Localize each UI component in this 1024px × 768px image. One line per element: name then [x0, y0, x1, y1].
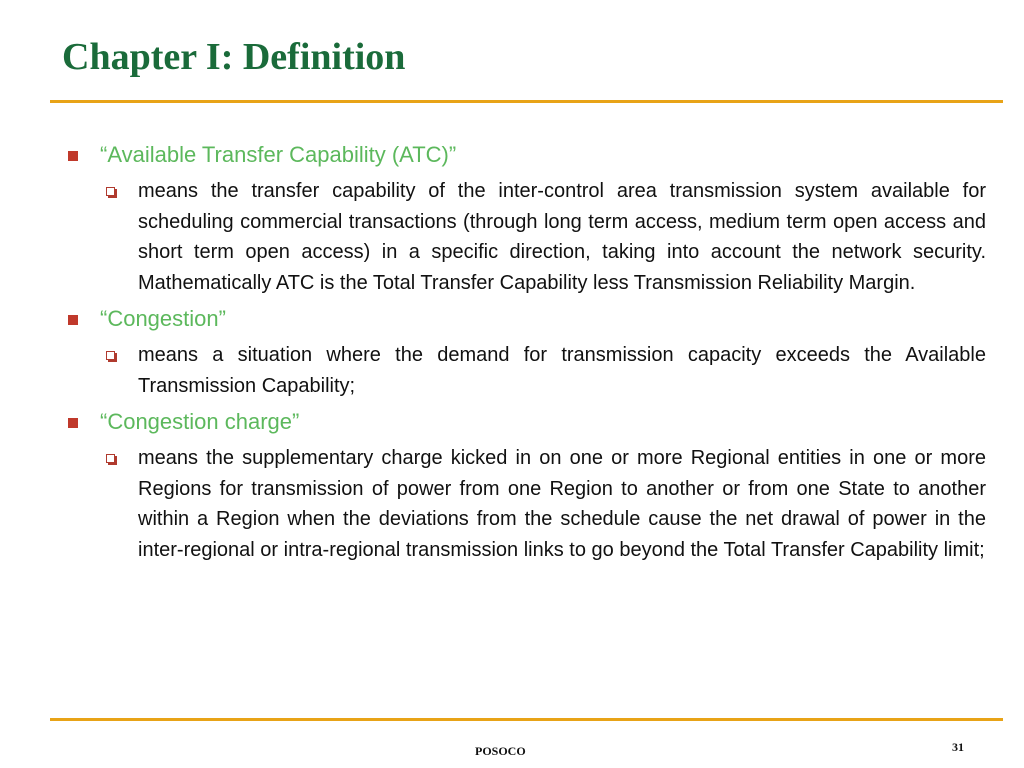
term-item — [62, 407, 986, 437]
definition-text: means the supplementary charge kicked in on one or more Regional entities in one or more Regions for transmission of power from one Region to another or from one State to another within a Region when the deviations from the schedule cause the net drawal of power in the inter-regional or intra-regional transmission links to go beyond the Total Transfer Capability limit; — [138, 447, 986, 561]
term-label: “Congestion charge” — [100, 409, 300, 434]
page-number: 31 — [952, 740, 964, 754]
square-bullet-icon — [68, 315, 78, 325]
term-item — [62, 140, 986, 170]
definition-item — [62, 176, 986, 298]
definitions-list — [62, 140, 986, 571]
footer-divider — [50, 718, 1003, 721]
definition-text: means a situation where the demand for transmission capacity exceeds the Available Transmission Capability; — [138, 344, 986, 397]
definition-item — [62, 443, 986, 565]
square-bullet-icon — [68, 418, 78, 428]
checkbox-bullet-icon — [106, 351, 115, 360]
term-label: “Available Transfer Capability (ATC)” — [100, 142, 457, 167]
footer-org: POSOCO — [475, 744, 526, 758]
definition-item — [62, 340, 986, 401]
term-label: “Congestion” — [100, 306, 226, 331]
square-bullet-icon — [68, 151, 78, 161]
term-item — [62, 304, 986, 334]
checkbox-bullet-icon — [106, 187, 115, 196]
checkbox-bullet-icon — [106, 454, 115, 463]
definition-text: means the transfer capability of the inter-control area transmission system available for scheduling commercial transactions (through long term access, medium term open access and short term open access) in a specific direction, taking into account the network security. Mathematically ATC is the Total Transfer Capability less Transmission Reliability Margin. — [138, 180, 986, 294]
title-divider — [50, 100, 1003, 103]
slide-title: Chapter I: Definition — [62, 36, 406, 78]
